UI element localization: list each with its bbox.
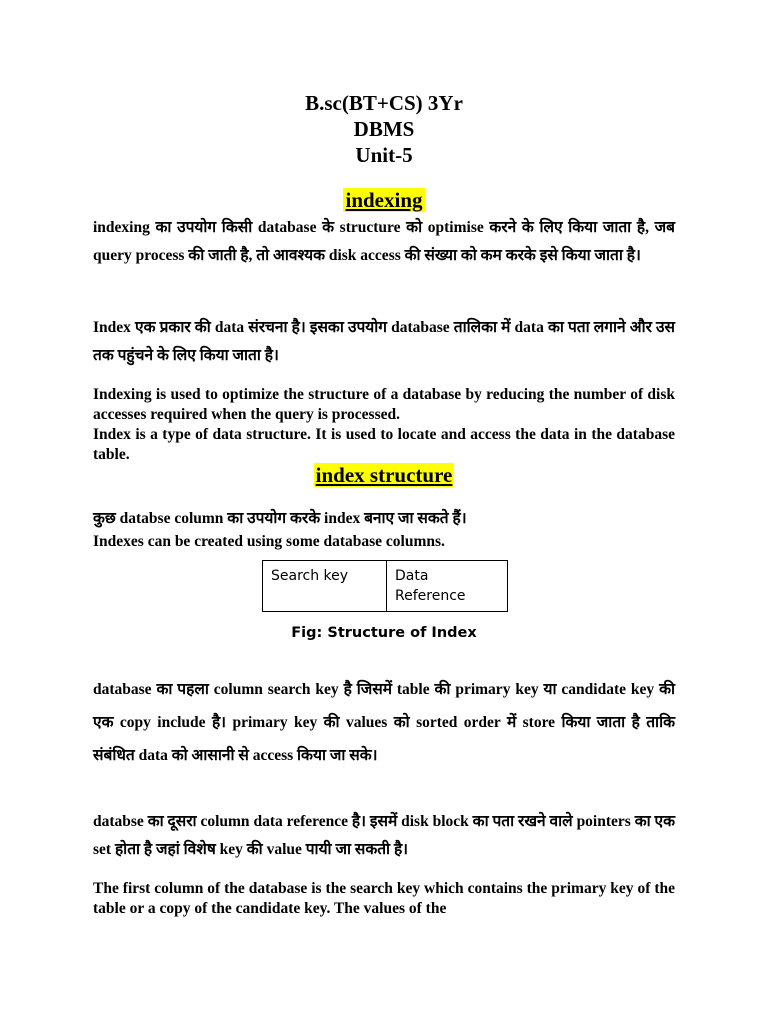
search-key-hindi-paragraph: database का पहला column search key है जिसमें table की primary key या candidate key की एक copy include है। primary key की values को sorted order में store किया जाता है ताकि संबंधित data को आसानी से access किया जा सके।: [93, 681, 675, 764]
unit-title: Unit-5: [355, 143, 413, 167]
indexing-heading-text: indexing: [345, 188, 423, 212]
indexing-hindi-paragraph-1: indexing का उपयोग किसी database के structure को optimise करने के लिए किया जाता है, जब query process की जाती है, तो आवश्यक disk access की संख्या को कम करके इसे किया जाता है।: [93, 219, 675, 264]
subject-title: DBMS: [353, 117, 415, 141]
indexing-english-paragraph-2: Index is a type of data structure. It is used to locate and access the data in the database table.: [93, 426, 675, 463]
indexing-english-paragraph-1: Indexing is used to optimize the structure of a database by reducing the number of disk accesses required when the query is processed.: [93, 386, 675, 423]
index-structure-heading: [0, 463, 768, 488]
index-structure-heading-text: index structure: [315, 463, 453, 487]
document-header: [0, 90, 768, 168]
index-structure-table: [262, 560, 508, 612]
indexing-hindi-paragraph-2: Index एक प्रकार की data संरचना है। इसका उपयोग database तालिका में data का पता लगाने और उस तक पहुंचने के लिए किया जाता है।: [93, 319, 675, 364]
search-key-english-paragraph: The first column of the database is the search key which contains the primary key of the table or a copy of the candidate key. The values of the: [93, 880, 675, 917]
structure-english-paragraph: Indexes can be created using some database columns.: [93, 533, 445, 550]
search-key-cell: Search key: [263, 561, 387, 612]
structure-hindi-paragraph: कुछ databse column का उपयोग करके index बनाए जा सकते हैं।: [93, 510, 467, 527]
data-reference-hindi-paragraph: databse का दूसरा column data reference है। इसमें disk block का पता रखने वाले pointers का एक set होता है जहां विशेष key की value पायी जा सकती है।: [93, 813, 675, 858]
data-reference-line-1: Data: [395, 568, 429, 584]
data-reference-line-2: Reference: [395, 588, 466, 604]
table-row: [263, 561, 508, 612]
data-reference-cell: [387, 561, 508, 612]
indexing-heading: [0, 188, 768, 213]
figure-caption: Fig: Structure of Index: [291, 625, 477, 641]
course-title: B.sc(BT+CS) 3Yr: [305, 91, 463, 115]
